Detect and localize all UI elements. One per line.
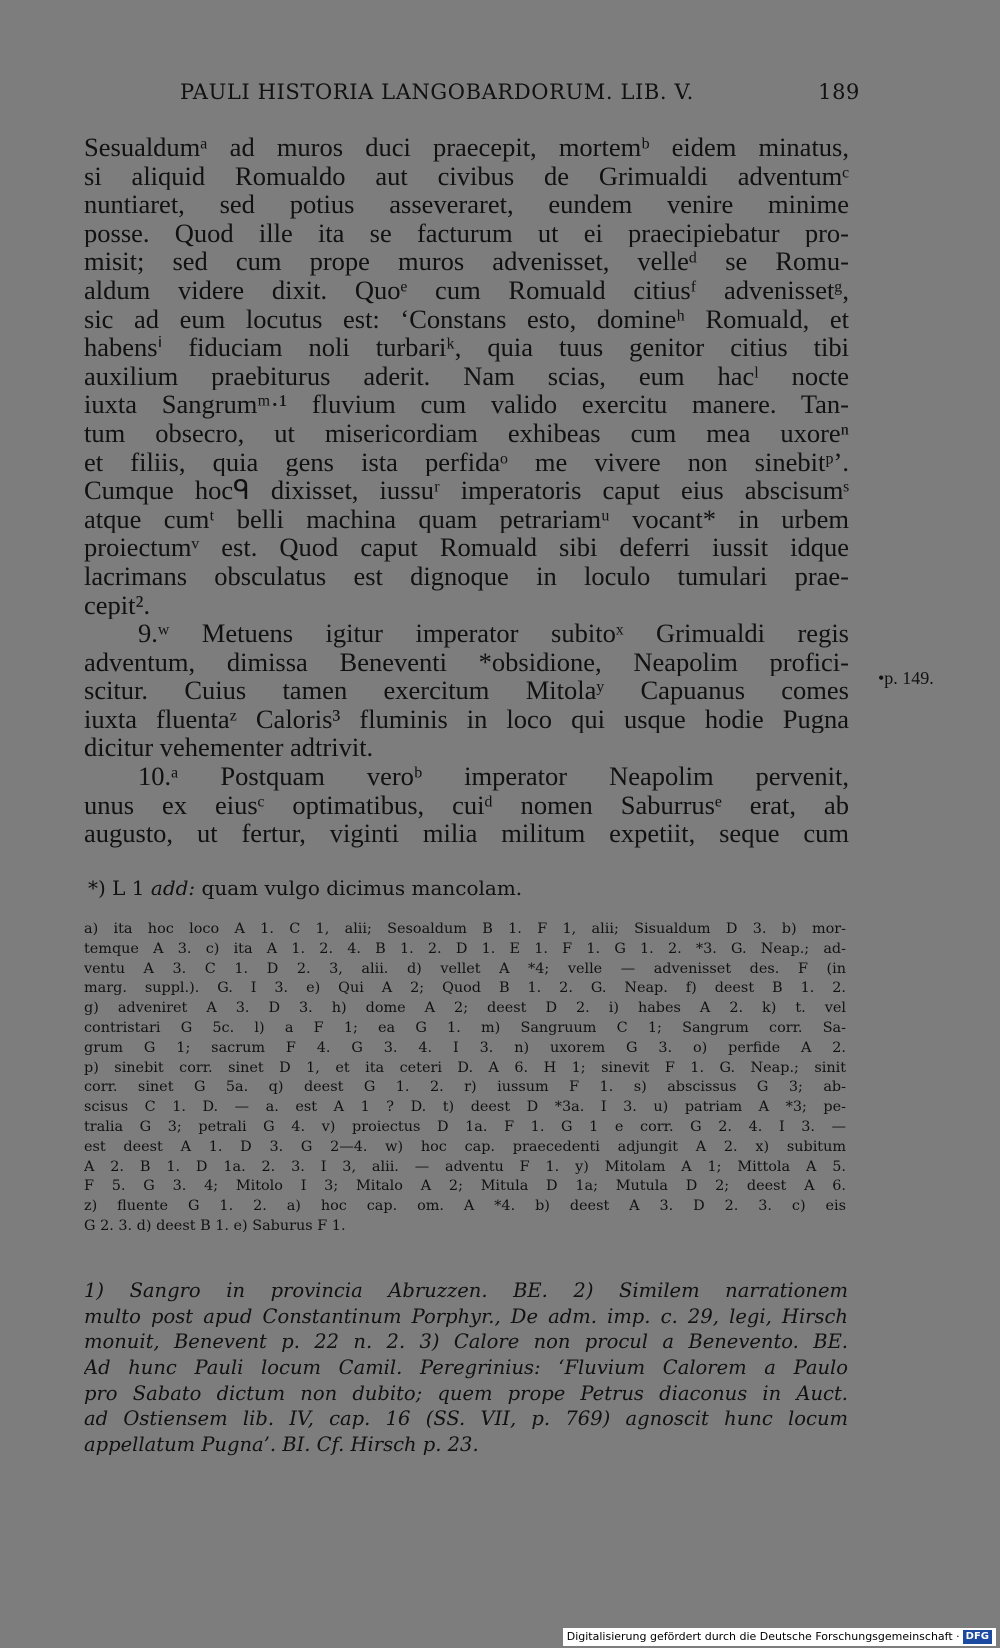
variant-line: contristari G 5c. l) a F 1; ea G 1. m) Sangruum C 1; Sangrum corr. Sa- [84,1019,846,1036]
text-line: adventum, dimissa Beneventi *obsidione, Neapolim profici- [84,647,849,677]
chapter-9-start: 9.ʷ Metuens igitur imperator subitoˣ Grimualdi regis [138,619,849,648]
variant-line: p) sinebit corr. sinet D 1, et ita ceteri D. A 6. H 1; sinevit F 1. G. Neap.; sinit [84,1059,846,1076]
running-header [180,80,860,104]
footnotes [84,1278,848,1458]
star-footnote-marker: *) L 1 [88,876,145,900]
text-line: auxilium praebiturus aderit. Nam scias, eum hacˡ nocte [84,361,849,391]
text-line: lacrimans obsculatus est dignoque in loculo tumulari prae- [84,561,849,591]
text-line: augusto, ut fertur, viginti milia militum expetiit, seque cum [84,819,849,848]
text-line: si aliquid Romualdo aut civibus de Grimualdi adventumᶜ [84,161,849,191]
variant-line: grum G 1; sacrum F 4. G 3. 4. I 3. n) uxorem G 3. o) perfide A 2. [84,1039,846,1056]
variant-line: A 2. B 1. D 1a. 2. 3. I 3, alii. — adventu F 1. y) Mitolam A 1; Mittola A 5. [84,1158,846,1175]
page-number: 189 [818,80,860,104]
digitization-credit [563,1628,996,1646]
text-line: habensⁱ fiduciam noli turbariᵏ, quia tuus genitor citius tibi [84,333,849,362]
text-line: Sesualdumᵃ ad muros duci praecepit, mortemᵇ eidem minatus, [84,133,849,162]
margin-page-reference: •p. 149. [878,668,934,688]
variant-line: ventu A 3. C 1. D 2. 3, alii. d) vellet A *4; velle — advenisset des. F (in [84,960,846,977]
variant-line: z) fluente G 1. 2. a) hoc cap. om. A *4. b) deest A 3. D 2. 3. c) eis [84,1198,846,1215]
text-line: atque cumᵗ belli machina quam petrariamᵘ vocant* in urbem [84,504,849,534]
text-line: dicitur vehementer adtrivit. [84,733,374,763]
star-footnote-label: add: [150,876,196,900]
text-line: iuxta fluentaᶻ Caloris³ fluminis in loco qui usque hodie Pugna [84,704,849,734]
variant-readings [84,920,846,1237]
footnote-line: multo post apud Constantinum Porphyr., De adm. imp. c. 29, legi, Hirsch [84,1304,848,1328]
variant-line: F 5. G 3. 4; Mitolo I 3; Mitalo A 2; Mitula D 1a; Mutula D 2; deest A 6. [84,1178,846,1195]
text-line: et filiis, quia gens ista perfidaᵒ me vivere non sinebitᵖ’. [84,447,849,477]
text-line: cepit². [84,590,151,620]
text-line: tum obsecro, ut misericordiam exhibeas cum mea uxoreⁿ [84,418,849,448]
text-line: aldum videre dixit. Quoᵉ cum Romuald citiusᶠ advenissetᵍ, [84,275,849,305]
variant-line: a) ita hoc loco A 1. C 1, alii; Sesoaldum B 1. F 1, alii; Sisualdum D 3. b) mor- [84,921,846,937]
text-line: scitur. Cuius tamen exercitum Mitolaʸ Capuanus comes [84,676,849,705]
footnote-line: 1) Sangro in provincia Abruzzen. BE. 2) Similem narrationem [84,1279,848,1302]
footnote-line: Ad hunc Pauli locum Camil. Peregrinius: ‘Fluvium Calorem a Paulo [84,1356,848,1380]
chapter-10-start: 10.ᵃ Postquam veroᵇ imperator Neapolim pervenit, [138,762,849,791]
variant-line: G 2. 3. d) deest B 1. e) Saburus F 1. [84,1217,346,1234]
variant-line: tralia G 3; petrali G 4. v) proiectus D 1a. F 1. G 1 e corr. G 2. 4. I 3. — [84,1118,846,1135]
dfg-logo-icon: DFG [963,1630,992,1644]
text-line: misit; sed cum prope muros advenisset, velleᵈ se Romu- [84,247,849,276]
text-line: posse. Quod ille ita se facturum ut ei praecipiebatur pro- [84,218,849,248]
footnote-line: ad Ostiensem lib. IV, cap. 16 (SS. VII, p. 769) agnoscit hunc locum [84,1407,848,1431]
main-text [84,133,849,848]
variant-line: temque A 3. c) ita A 1. 2. 4. B 1. 2. D 1. E 1. F 1. G 1. 2. *3. G. Neap.; ad- [84,940,846,957]
variant-line: g) adveniret A 3. D 3. h) dome A 2; deest D 2. i) habes A 2. k) t. vel [84,1000,846,1017]
variant-line: marg. suppl.). G. I 3. e) Qui A 2; Quod B 1. 2. G. Neap. f) deest B 1. 2. [84,980,846,997]
text-line: nuntiaret, sed potius asseveraret, eundem venire minime [84,190,849,219]
footnote-line: appellatum Pugna’. BI. Cf. Hirsch p. 23. [84,1433,479,1457]
text-line: proiectumᵛ est. Quod caput Romuald sibi deferri iussit idque [84,533,849,562]
credit-text: Digitalisierung gefördert durch die Deutsche Forschungsgemeinschaft · [566,1630,960,1643]
variant-line: est deest A 1. D 3. G 2—4. w) hoc cap. praecedenti adjungit A 2. x) subitum [84,1138,846,1155]
star-footnote [88,876,522,900]
variant-line: scisus C 1. D. — a. est A 1 ? D. t) deest D *3a. I 3. u) patriam A *3; pe- [84,1099,846,1116]
text-line: Cumque hocᑫ dixisset, iussuʳ imperatoris caput eius abscisumˢ [84,476,849,505]
text-line: iuxta Sangrumᵐ·¹ fluvium cum valido exercitu manere. Tan- [84,390,849,419]
footnote-line: pro Sabato dictum non dubito; quem prope Petrus diaconus in Auct. [84,1381,848,1405]
text-line: sic ad eum locutus est: ‘Constans esto, domineʰ Romuald, et [84,304,849,334]
header-title: PAULI HISTORIA LANGOBARDORUM. LIB. V. [180,80,694,104]
footnote-line: monuit, Benevent p. 22 n. 2. 3) Calore non procul a Benevento. BE. [84,1330,848,1354]
star-footnote-text: quam vulgo dicimus mancolam. [201,876,523,900]
text-line: unus ex eiusᶜ optimatibus, cuiᵈ nomen Saburrusᵉ erat, ab [84,790,849,820]
variant-line: corr. sinet G 5a. q) deest G 1. 2. r) iussum F 1. s) abscissus G 3; ab- [84,1079,846,1096]
